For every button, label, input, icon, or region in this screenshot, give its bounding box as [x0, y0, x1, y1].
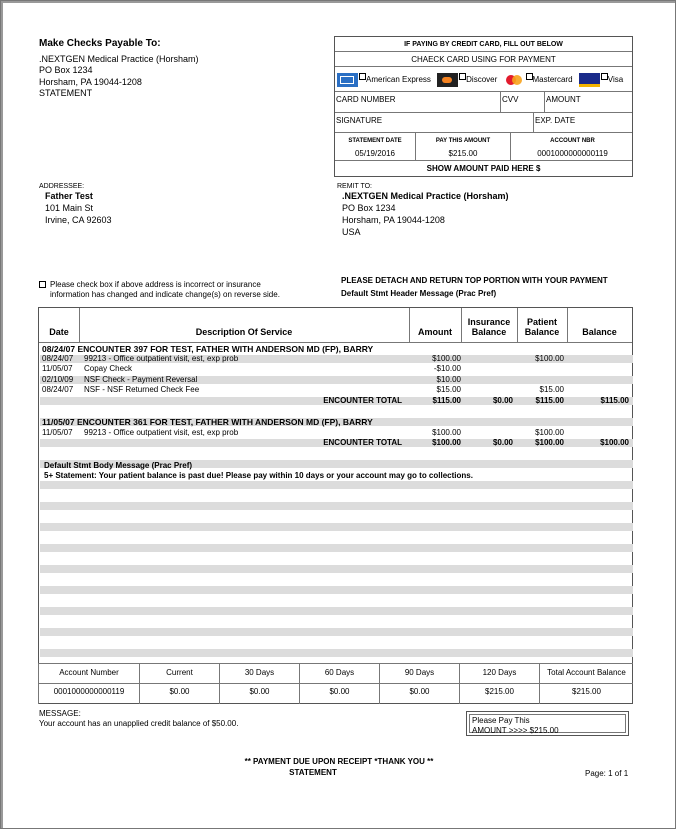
- cvv-field[interactable]: CVV: [500, 92, 544, 112]
- remit-name: .NEXTGEN Medical Practice (Horsham): [342, 191, 509, 201]
- row-stripe: [40, 649, 633, 657]
- account-cell: ACCOUNT NBR 0001000000000119: [510, 133, 634, 160]
- amex-label: American Express: [366, 75, 431, 84]
- col-description: Description Of Service: [195, 327, 293, 337]
- addressee-name: Father Test: [45, 191, 93, 201]
- aging-account-number: Account Number 0001000000000119: [38, 664, 139, 704]
- table-header: [39, 308, 632, 343]
- pay-please-box: [466, 711, 629, 736]
- aging-90-days: 90 Days $0.00: [379, 664, 459, 704]
- payable-heading: Make Checks Payable To:: [39, 38, 161, 49]
- addressee-label: ADDRESSEE:: [39, 183, 85, 190]
- addressee-city: Irvine, CA 92603: [45, 215, 112, 225]
- card-title: IF PAYING BY CREDIT CARD, FILL OUT BELOW: [404, 41, 563, 48]
- card-options: [337, 73, 623, 87]
- payable-doc: STATEMENT: [39, 88, 93, 98]
- row-stripe: [40, 586, 633, 594]
- page-number: Page: 1 of 1: [585, 769, 629, 778]
- col-insurance-balance: Insurance Balance: [467, 317, 511, 337]
- body-notice: 5+ Statement: Your patient balance is past due! Please pay within 10 days or your account may go to collections.: [44, 471, 473, 480]
- pay-please-line1: Please Pay This: [472, 716, 530, 725]
- mastercard-checkbox[interactable]: [526, 73, 533, 80]
- aging-120-days: 120 Days $215.00: [459, 664, 539, 704]
- stmt-date-value: 05/19/2016: [354, 149, 396, 158]
- aging-60-days: 60 Days $0.00: [299, 664, 379, 704]
- row-stripe: [40, 481, 633, 489]
- pay-please-line2: AMOUNT >>>> $215.00: [472, 726, 559, 735]
- encounter-title: 08/24/07 ENCOUNTER 397 FOR TEST, FATHER WITH ANDERSON MD (FP), BARRY: [42, 344, 374, 354]
- remit-country: USA: [342, 227, 361, 237]
- statement-table: Date Description Of Service Amount Insurance Balance Patient Balance Balance 08/24/07 ENCOUNTER 397 FOR TEST, FATHER WITH ANDERSON MD (FP), BARRY 08/24/07 99213 - Office outpatient visit, est, exp prob $100.00 $100.00 11/05/07 Copay Check -$10.00 02/10/09 NSF Check - Payment Reversal $10.00 08/24/07 NSF - NSF Returned Check Fee $15.00 $15.00 ENCOUNTER TOTAL $115.00 $0.00 $115.00 $115.00 11/05/07 ENCOUNTER 361 FOR TEST, FATHER WITH ANDERSON MD (FP), BARRY 11/05/07 99213 - Office outpatient visit, est, exp prob $100.00 $100.00 ENCOUNTER TOTAL $100.00 $0.00 $100.00 $100.00 Default Stmt Body Message (Prac Pref) 5+ Statement: Your patient balance is past due! Please pay within 10 days or your account may go to collections.: [38, 307, 633, 704]
- signature-row: [335, 113, 632, 133]
- aging-summary: [38, 663, 633, 703]
- credit-card-box: [334, 36, 633, 177]
- col-date: Date: [49, 327, 69, 337]
- address-check-line2: information has changed and indicate change(s) on reverse side.: [50, 290, 280, 299]
- aging-30-days: 30 Days $0.00: [219, 664, 299, 704]
- row-stripe: [40, 565, 633, 573]
- amex-card-icon: [337, 73, 358, 87]
- statement-summary-row: [335, 133, 632, 161]
- remit-label: REMIT TO:: [337, 183, 373, 190]
- encounter-title: 11/05/07 ENCOUNTER 361 FOR TEST, FATHER WITH ANDERSON MD (FP), BARRY: [42, 417, 373, 427]
- row-stripe: [40, 628, 633, 636]
- discover-card-icon: [437, 73, 458, 87]
- card-number-field[interactable]: CARD NUMBER: [336, 95, 396, 104]
- amex-checkbox[interactable]: [359, 73, 366, 80]
- card-subtitle: CHAECK CARD USING FOR PAYMENT: [411, 55, 556, 64]
- amount-field[interactable]: AMOUNT: [544, 92, 634, 112]
- col-balance: Balance: [582, 327, 617, 337]
- payable-city: Horsham, PA 19044-1208: [39, 77, 142, 87]
- payable-name: .NEXTGEN Medical Practice (Horsham): [39, 54, 199, 64]
- message-text: Your account has an unapplied credit balance of $50.00.: [39, 719, 239, 728]
- address-change-checkbox[interactable]: [39, 281, 46, 288]
- visa-checkbox[interactable]: [601, 73, 608, 80]
- row-stripe: [40, 502, 633, 510]
- aging-current: Current $0.00: [139, 664, 219, 704]
- pay-amount-value: $215.00: [448, 149, 478, 158]
- exp-date-field[interactable]: EXP. DATE: [533, 113, 634, 132]
- body-message: Default Stmt Body Message (Prac Pref): [44, 461, 193, 470]
- show-amount-paid[interactable]: SHOW AMOUNT PAID HERE $: [426, 164, 541, 173]
- header-message: Default Stmt Header Message (Prac Pref): [341, 289, 497, 298]
- message-label: MESSAGE:: [39, 709, 81, 718]
- row-stripe: [40, 607, 633, 615]
- remit-city: Horsham, PA 19044-1208: [342, 215, 445, 225]
- row-stripe: [40, 544, 633, 552]
- stmt-date-cell: STATEMENT DATE 05/19/2016: [335, 133, 415, 160]
- remit-box: PO Box 1234: [342, 203, 396, 213]
- visa-card-icon: [579, 73, 600, 87]
- payable-box: PO Box 1234: [39, 65, 93, 75]
- aging-total-balance: Total Account Balance $215.00: [539, 664, 633, 704]
- card-number-row: [335, 92, 632, 113]
- col-amount: Amount: [418, 327, 452, 337]
- account-value: 0001000000000119: [537, 149, 608, 158]
- mastercard-icon: [504, 73, 525, 87]
- footer-statement: STATEMENT: [289, 768, 337, 777]
- visa-label: Visa: [607, 75, 624, 84]
- row-stripe: [40, 523, 633, 531]
- payment-due-notice: ** PAYMENT DUE UPON RECEIPT *THANK YOU **: [244, 757, 434, 766]
- address-check-line1: Please check box if above address is incorrect or insurance: [50, 280, 261, 289]
- discover-label: Discover: [466, 75, 498, 84]
- col-patient-balance: Patient Balance: [524, 317, 560, 337]
- pay-amount-cell: PAY THIS AMOUNT $215.00: [415, 133, 510, 160]
- addressee-street: 101 Main St: [45, 203, 94, 213]
- detach-notice: PLEASE DETACH AND RETURN TOP PORTION WITH YOUR PAYMENT: [341, 276, 608, 285]
- signature-field[interactable]: SIGNATURE: [336, 116, 383, 125]
- mastercard-label: Mastercard: [532, 75, 573, 84]
